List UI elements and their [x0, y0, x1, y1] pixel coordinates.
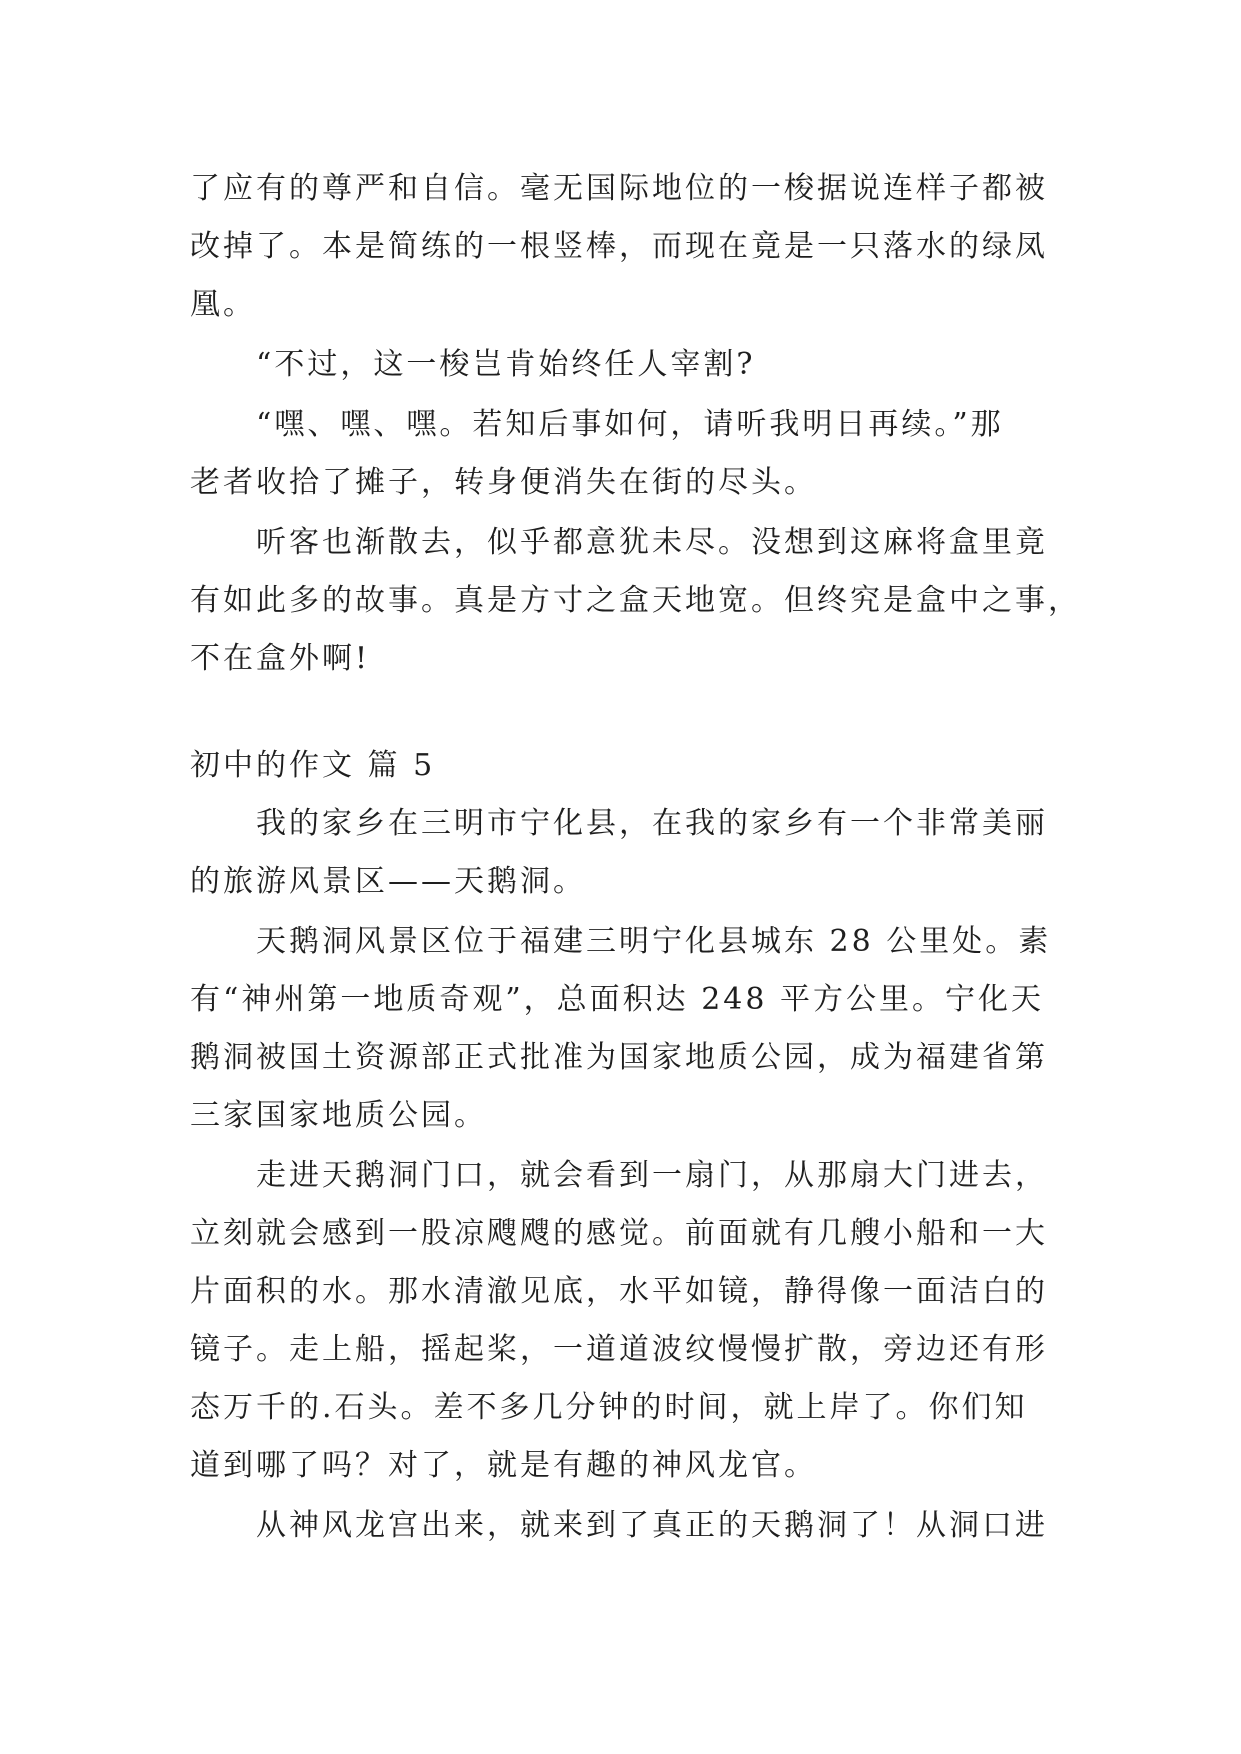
text-line: 老者收拾了摊子，转身便消失在街的尽头。 — [190, 465, 817, 500]
paragraph — [190, 1497, 1190, 1555]
text-line: “嘿、嘿、嘿。若知后事如何，请听我明日再续。”那 — [256, 407, 1004, 442]
text-line: 立刻就会感到一股凉飕飕的感觉。前面就有几艘小船和一大 — [190, 1216, 1048, 1251]
text-line: 天鹅洞风景区位于福建三明宁化县城东 28 公里处。素 — [256, 924, 1052, 959]
text-line: 道到哪了吗？对了，就是有趣的神风龙官。 — [190, 1448, 817, 1483]
text-line: 了应有的尊严和自信。毫无国际地位的一梭据说连样子都被 — [190, 171, 1048, 206]
text-line: 听客也渐散去，似乎都意犹未尽。没想到这麻将盒里竟 — [256, 525, 1048, 560]
paragraph — [190, 913, 1190, 1145]
text-line: 三家国家地质公园。 — [190, 1098, 487, 1133]
text-line: 态万千的.石头。差不多几分钟的时间，就上岸了。你们知 — [190, 1390, 1028, 1425]
text-line: 凰。 — [190, 287, 256, 322]
text-line: 有“神州第一地质奇观”，总面积达 248 平方公里。宁化天 — [190, 982, 1045, 1017]
text-line: 镜子。走上船，摇起桨，一道道波纹慢慢扩散，旁边还有形 — [190, 1332, 1048, 1367]
text-line: 改掉了。本是简练的一根竖棒，而现在竟是一只落水的绿凤 — [190, 229, 1048, 264]
paragraph — [190, 514, 1190, 688]
paragraph — [190, 795, 1190, 911]
text-line: 片面积的水。那水清澈见底，水平如镜，静得像一面洁白的 — [190, 1274, 1048, 1309]
paragraph — [190, 336, 1190, 394]
section-heading: 初中的作文 篇 5 — [190, 748, 436, 783]
text-line: 鹅洞被国土资源部正式批准为国家地质公园，成为福建省第 — [190, 1040, 1048, 1075]
document-body — [190, 160, 1190, 1555]
text-line: 走进天鹅洞门口，就会看到一扇门，从那扇大门进去， — [256, 1158, 1048, 1193]
paragraph — [190, 396, 1190, 512]
paragraph — [190, 1147, 1190, 1495]
text-line: 不在盒外啊! — [190, 641, 371, 676]
text-line: 从神风龙宫出来，就来到了真正的天鹅洞了！从洞口进 — [256, 1508, 1048, 1543]
text-line: 我的家乡在三明市宁化县，在我的家乡有一个非常美丽 — [256, 806, 1048, 841]
text-line: “不过，这一梭岂肯始终任人宰割? — [256, 347, 756, 382]
text-line: 有如此多的故事。真是方寸之盒天地宽。但终究是盒中之事， — [190, 583, 1081, 618]
text-line: 的旅游风景区——天鹅洞。 — [190, 864, 586, 899]
paragraph — [190, 160, 1190, 334]
